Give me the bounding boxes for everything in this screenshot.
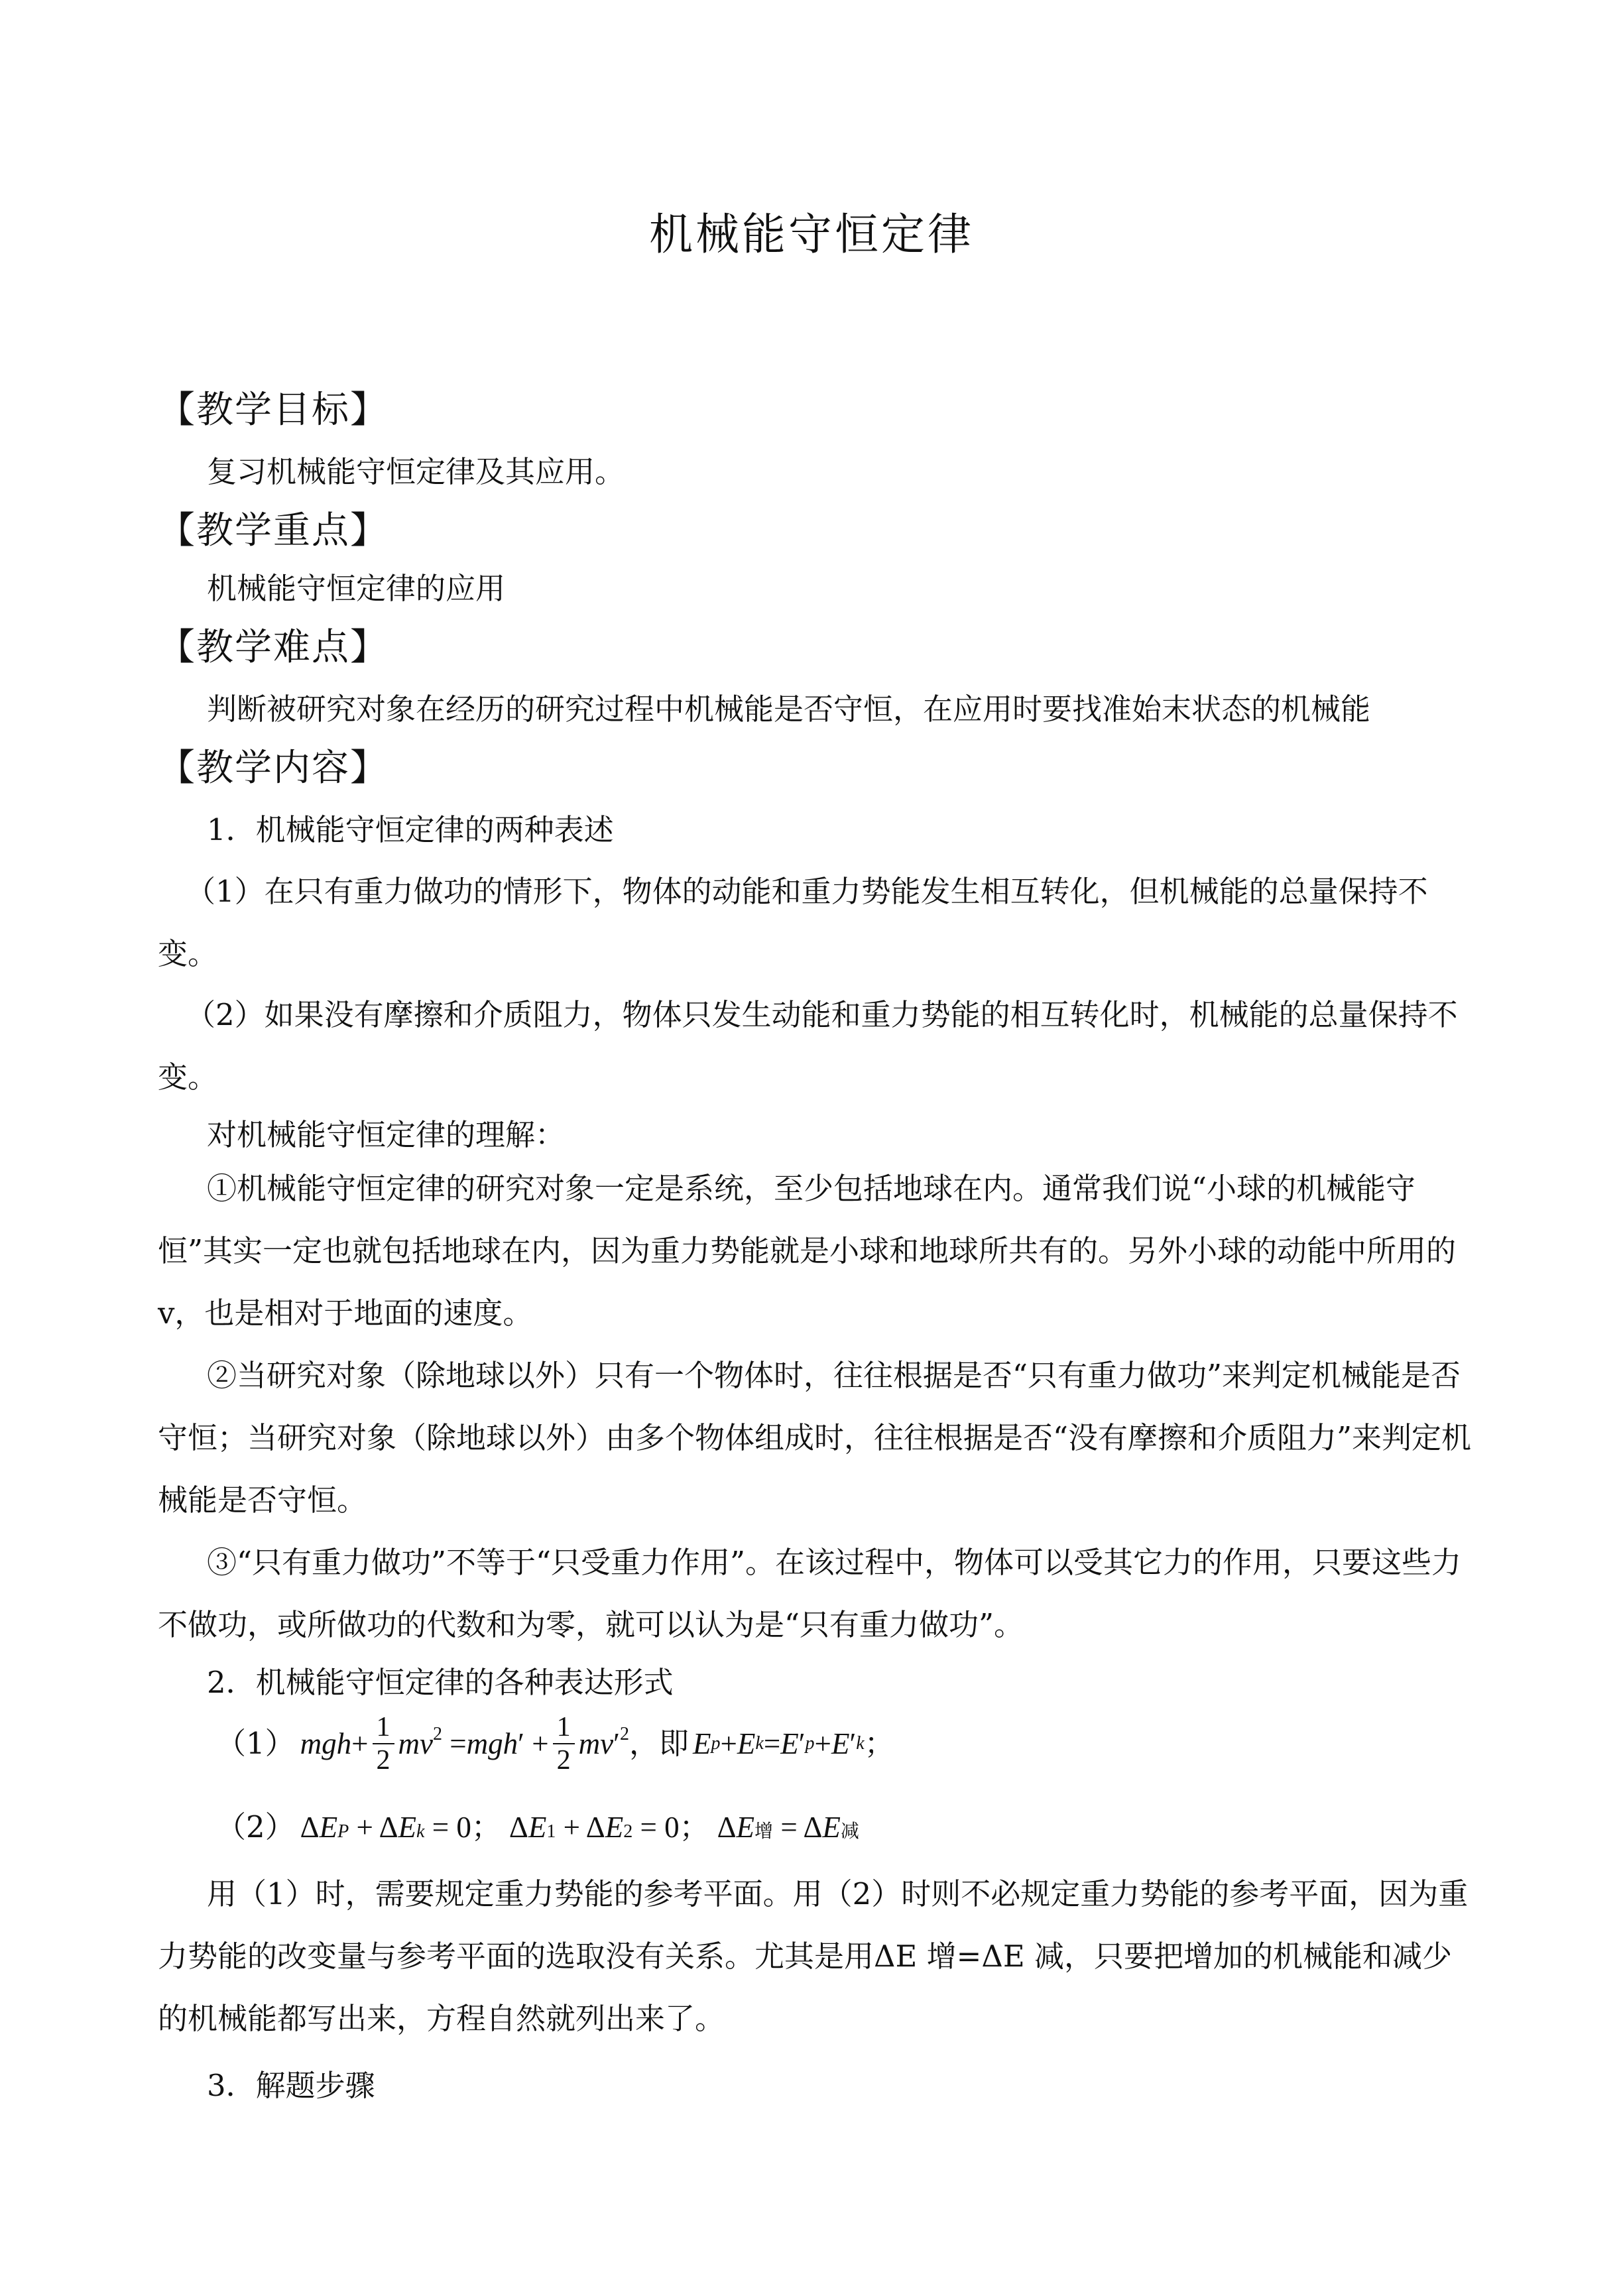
usage-paragraph: 用（1）时，需要规定重力势能的参考平面。用（2）时则不必规定重力势能的参考平面，因为重力势能的改变量与参考平面的选取没有关系。尤其是用ΔE 增=ΔE 减，只要把增加的机械能和减少的机械能都写出来，方程自然就列出来了。 — [158, 1876, 1469, 2036]
item3-title: 3．解题步骤 — [207, 2068, 375, 2103]
formula-1-label: （1） — [216, 1726, 295, 1761]
formula-1-end: ； — [864, 1726, 894, 1761]
item1-paragraph-2: （2）如果没有摩擦和介质阻力，物体只发生动能和重力势能的相互转化时，机械能的总量保持不变。 — [158, 997, 1458, 1095]
item2-title: 2．机械能守恒定律的各种表达形式 — [207, 1665, 674, 1700]
understanding-title: 对机械能守恒定律的理解： — [207, 1117, 566, 1152]
formula-2-sep-1: ； — [471, 1809, 501, 1844]
formula-1: （1） mgh + $\frac{1}{2}$ mv $^2$ = mgh ′ + $\frac{1}{2}$ mv ′ $^2$ ，即 E p + E k = E ′ p + E ′ k ； — [216, 1712, 894, 1776]
goal-heading: 【教学目标】 — [158, 389, 389, 432]
page-title: 机械能守恒定律 — [649, 209, 974, 260]
difficulty-text: 判断被研究对象在经历的研究过程中机械能是否守恒，在应用时要找准始末状态的机械能 — [207, 692, 1371, 727]
point-1: ①机械能守恒定律的研究对象一定是系统，至少包括地球在内。通常我们说“小球的机械能守恒”其实一定也就包括地球在内，因为重力势能就是小球和地球所共有的。另外小球的动能中所用的 v，也是相对于地面的速度。 — [158, 1171, 1457, 1331]
point-3: ③“只有重力做功”不等于“只受重力作用”。在该过程中，物体可以受其它力的作用，只要这些力不做功，或所做功的代数和为零，就可以认为是“只有重力做功”。 — [158, 1545, 1462, 1642]
key-text: 机械能守恒定律的应用 — [207, 571, 506, 606]
formula-1-mid: ，即 — [629, 1726, 689, 1761]
item1-paragraph-1: （1）在只有重力做功的情形下，物体的动能和重力势能发生相互转化，但机械能的总量保持不变。 — [158, 874, 1428, 971]
subscript-zeng: 增 — [754, 1820, 774, 1842]
difficulty-heading: 【教学难点】 — [158, 626, 389, 669]
subscript-jian: 减 — [840, 1820, 859, 1842]
content-heading: 【教学内容】 — [158, 747, 389, 790]
point-2: ②当研究对象（除地球以外）只有一个物体时，往往根据是否“只有重力做功”来判定机械能是否守恒；当研究对象（除地球以外）由多个物体组成时，往往根据是否“没有摩擦和介质阻力”来判定机械能是否守恒。 — [158, 1358, 1472, 1518]
formula-2-label: （2） — [216, 1809, 295, 1844]
goal-text: 复习机械能守恒定律及其应用。 — [207, 454, 625, 489]
formula-2-sep-2: ； — [679, 1809, 709, 1844]
key-heading: 【教学重点】 — [158, 509, 389, 552]
formula-2: （2） Δ E P + Δ E k = 0 ； Δ E 1 + Δ E 2 = 0 ； Δ E 增 = Δ E 减 — [216, 1806, 859, 1853]
item1-title: 1．机械能守恒定律的两种表述 — [207, 812, 614, 847]
